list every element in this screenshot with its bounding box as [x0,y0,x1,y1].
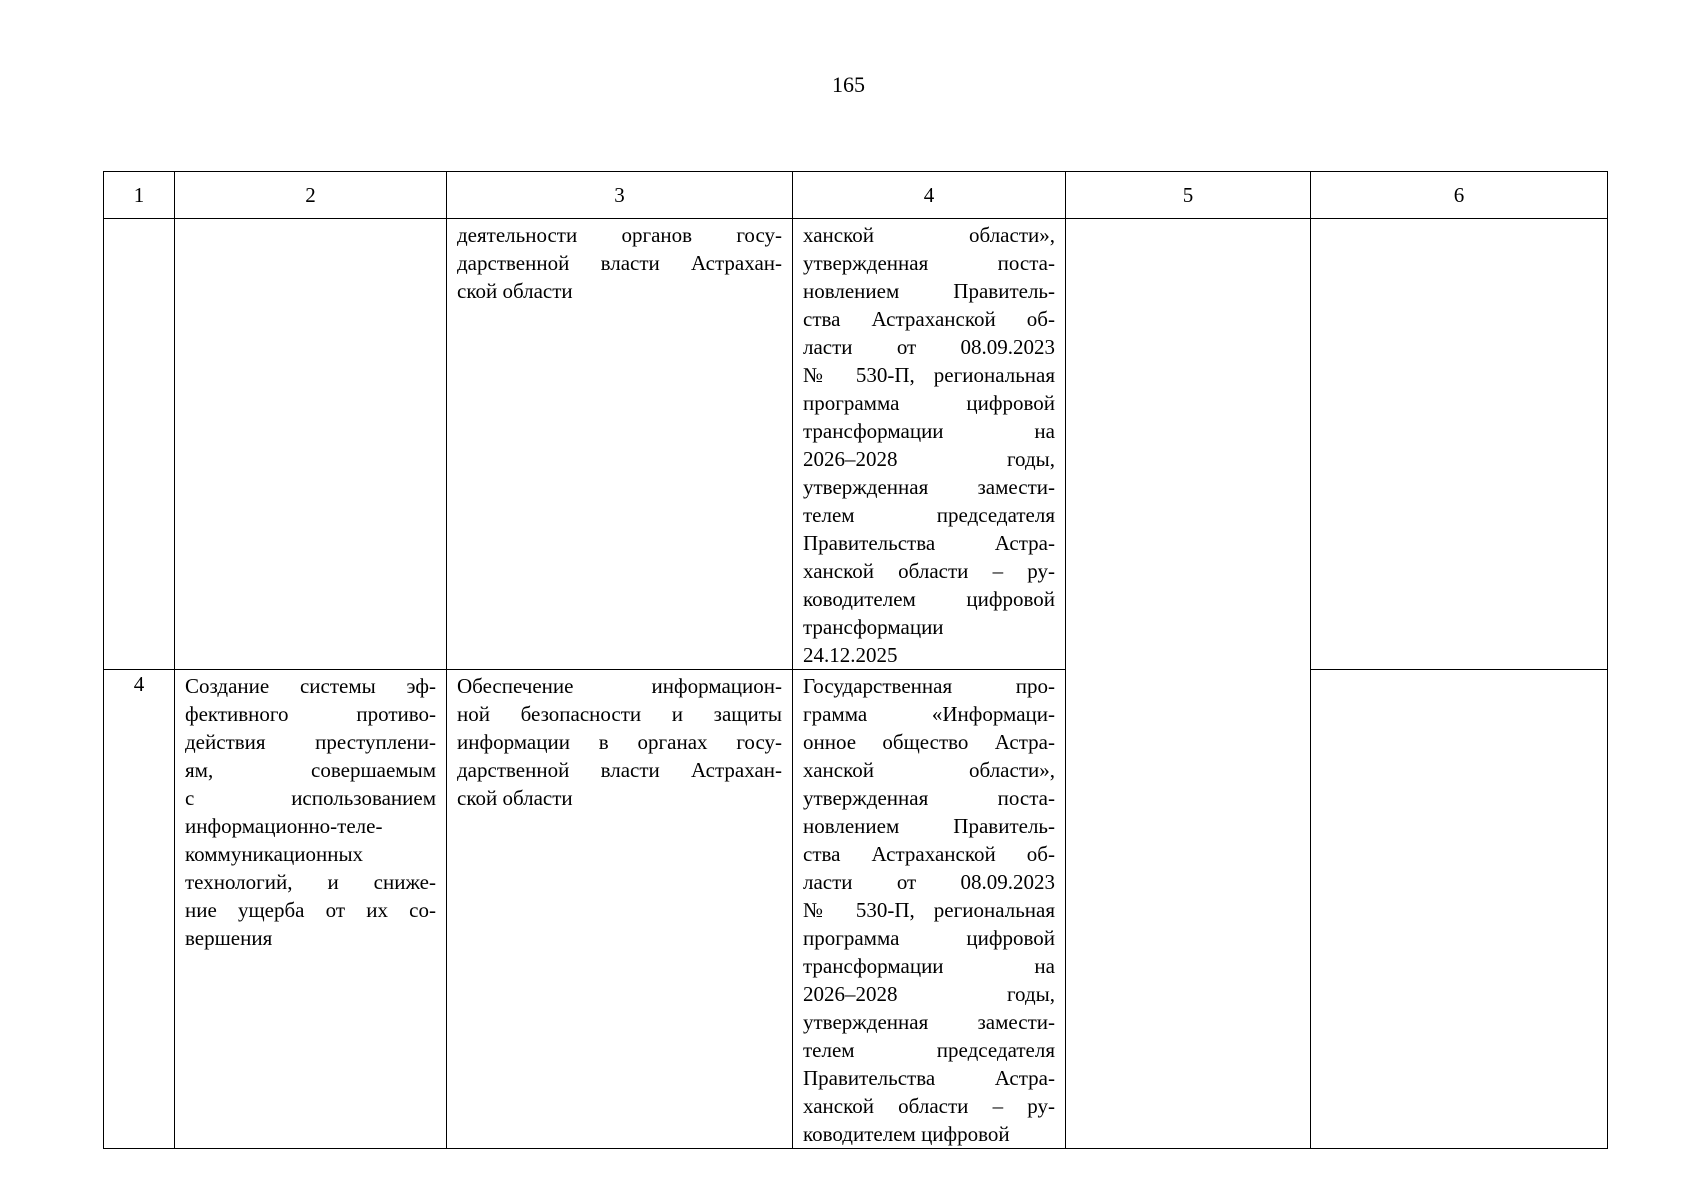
text-line: № 530-П, региональная [803,363,1055,387]
text-line: Правительства Астра- [803,531,1055,555]
row-b-col-2 [175,670,447,1149]
row-a-col-3 [447,219,793,670]
text-line: дарственной власти Астрахан- [457,758,782,782]
text-line: действия преступлени- [185,730,436,754]
text-line: технологий, и сниже- [185,870,436,894]
text-line: ства Астраханской об- [803,307,1055,331]
document-table [103,171,1608,1149]
text-line: ства Астраханской об- [803,842,1055,866]
text-line: с использованием [185,786,436,810]
text-line: ханской области – ру- [803,559,1055,583]
text-line: утвержденная поста- [803,251,1055,275]
text-line: трансформации на [803,419,1055,443]
table-row [104,219,1608,670]
text-line: телем председателя [803,503,1055,527]
text-line: Правительства Астра- [803,1066,1055,1090]
text-line: ласти от 08.09.2023 [803,870,1055,894]
text-line: программа цифровой [803,926,1055,950]
row-b-col-3-text [447,670,792,812]
header-col-3: 3 [447,172,793,219]
text-line: ской области [457,786,573,810]
text-line: утвержденная поста- [803,786,1055,810]
text-line: ханской области», [803,223,1055,247]
page-number: 165 [832,72,865,97]
text-line: утвержденная замести- [803,475,1055,499]
row-b-col-6 [1311,670,1608,1149]
text-line: деятельности органов госу- [457,223,782,247]
header-col-5: 5 [1066,172,1311,219]
text-line: 2026–2028 годы, [803,447,1055,471]
text-line: Обеспечение информацион- [457,674,782,698]
text-line: трансформации [803,615,944,639]
text-line: онное общество Астра- [803,730,1055,754]
row-b-col-3 [447,670,793,1149]
text-line: ласти от 08.09.2023 [803,335,1055,359]
text-line: грамма «Информаци- [803,702,1055,726]
text-line: телем председателя [803,1038,1055,1062]
header-col-1: 1 [104,172,175,219]
text-line: новлением Правитель- [803,814,1055,838]
text-line: ханской области – ру- [803,1094,1055,1118]
text-line: коммуникационных [185,842,364,866]
text-line: вершения [185,926,273,950]
row-a-col-6 [1311,219,1608,670]
text-line: новлением Правитель- [803,279,1055,303]
row-a-col-3-text [447,219,792,305]
text-line: трансформации на [803,954,1055,978]
row-a-col-1 [104,219,175,670]
row-b-col-4-text [793,670,1065,1148]
text-line: Создание системы эф- [185,674,436,698]
text-line: фективного противо- [185,702,436,726]
table-header-row [104,172,1608,219]
text-line: ководителем цифровой [803,587,1055,611]
text-line: утвержденная замести- [803,1010,1055,1034]
text-line: 24.12.2025 [803,643,898,667]
text-line: ководителем цифровой [803,1122,1010,1146]
row-a-col-4 [793,219,1066,670]
table-row [104,670,1608,1149]
text-line: 2026–2028 годы, [803,982,1055,1006]
text-line: Государственная про- [803,674,1055,698]
text-line: ской области [457,279,573,303]
row-a-col-2 [175,219,447,670]
text-line: дарственной власти Астрахан- [457,251,782,275]
text-line: информационно-теле- [185,814,383,838]
header-col-4: 4 [793,172,1066,219]
header-col-2: 2 [175,172,447,219]
row-b-number: 4 [104,670,175,1149]
text-line: № 530-П, региональная [803,898,1055,922]
row-b-col-4 [793,670,1066,1149]
row-b-col-2-text [175,670,446,952]
row-a-col-4-text [793,219,1065,669]
text-line: программа цифровой [803,391,1055,415]
text-line: ям, совершаемым [185,758,436,782]
text-line: информации в органах госу- [457,730,782,754]
header-col-6: 6 [1311,172,1608,219]
text-line: ние ущерба от их со- [185,898,436,922]
row-col-5 [1066,219,1311,1149]
text-line: ной безопасности и защиты [457,702,782,726]
text-line: ханской области», [803,758,1055,782]
